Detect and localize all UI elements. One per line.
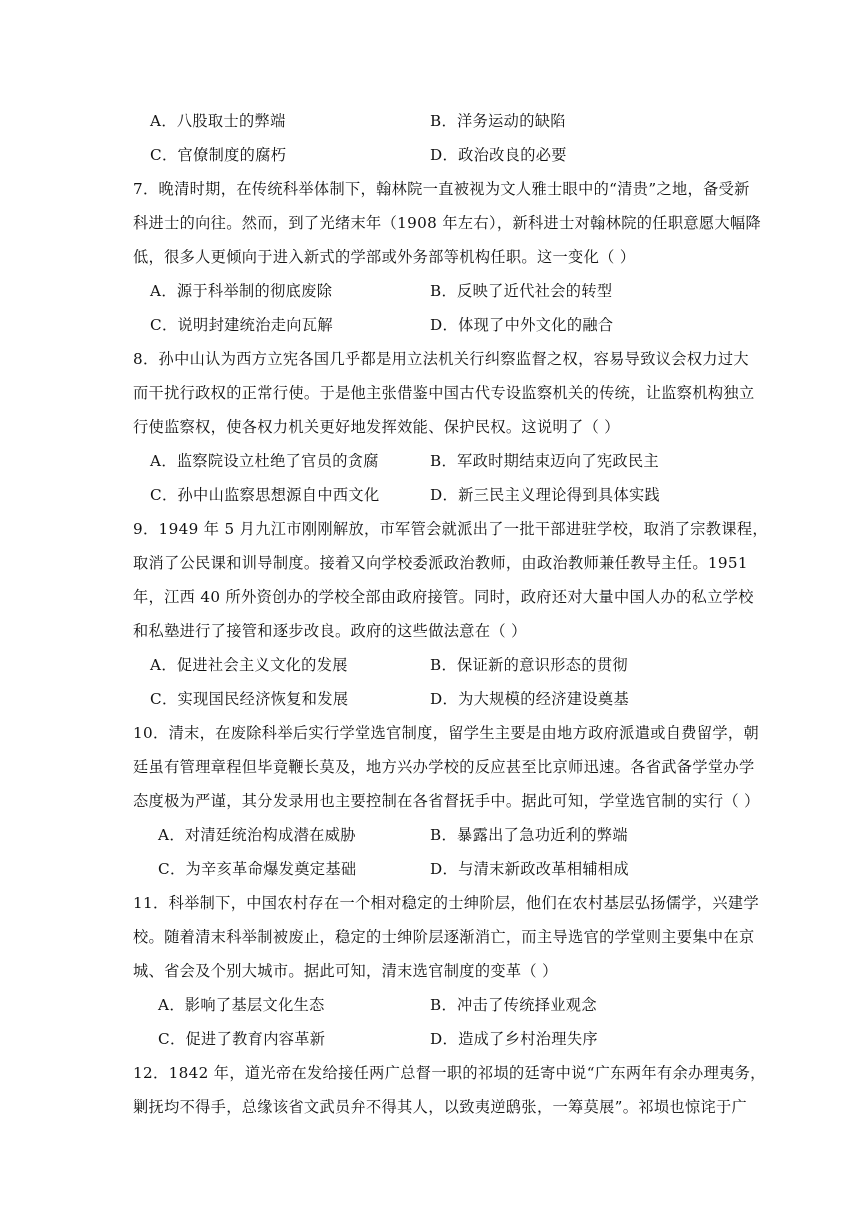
q8-stem-line-3: 行使监察权，使各权力机关更好地发挥效能、保护民权。这说明了（ ）: [133, 418, 620, 436]
q11-stem-line-2: 校。随着清末科举制被废止，稳定的士绅阶层逐渐消亡，而主导选官的学堂则主要集中在京: [133, 928, 755, 946]
q7-stem-line-3: 低，很多人更倾向于进入新式的学部或外务部等机构任职。这一变化（ ）: [133, 248, 636, 266]
q8-stem-line-1: 8．孙中山认为西方立宪各国几乎都是用立法机关行纠察监督之权，容易导致议会权力过大: [133, 350, 749, 368]
q6-option-c: C．官僚制度的腐朽: [150, 146, 287, 164]
q7-option-b: B．反映了近代社会的转型: [430, 282, 613, 300]
q10-option-b: B．暴露出了急功近利的弊端: [430, 826, 628, 844]
q6-option-d: D．政治改良的必要: [430, 146, 567, 164]
q8-option-a: A．监察院设立杜绝了官员的贪腐: [150, 452, 379, 470]
q8-option-b: B．军政时期结束迈向了宪政民主: [430, 452, 660, 470]
q11-option-a: A．影响了基层文化生态: [158, 996, 325, 1014]
q11-option-d: D．造成了乡村治理失序: [430, 1030, 598, 1048]
q9-option-d: D．为大规模的经济建设奠基: [430, 690, 629, 708]
q9-stem-line-3: 年，江西 40 所外资创办的学校全部由政府接管。同时，政府还对大量中国人办的私立学校: [133, 588, 754, 606]
q11-option-c: C．促进了教育内容革新: [158, 1030, 326, 1048]
q10-stem-line-1: 10．清末，在废除科举后实行学堂选官制度，留学生主要是由地方政府派遣或自费留学，朝: [133, 724, 759, 742]
q10-option-a: A．对清廷统治构成潜在威胁: [158, 826, 356, 844]
q9-option-b: B．保证新的意识形态的贯彻: [430, 656, 628, 674]
q7-option-c: C．说明封建统治走向瓦解: [150, 316, 333, 334]
q12-stem-line-1: 12．1842 年，道光帝在发给接任两广总督一职的祁埙的廷寄中说“广东两年有余办理夷务，: [133, 1064, 766, 1082]
q6-option-a: A．八股取士的弊端: [150, 112, 286, 130]
q9-stem-line-1: 9．1949 年 5 月九江市刚刚解放，市军管会就派出了一批干部进驻学校，取消了宗教课程，: [133, 520, 768, 538]
q9-option-a: A．促进社会主义文化的发展: [150, 656, 348, 674]
q7-stem-line-2: 科进士的向往。然而，到了光绪末年（1908 年左右），新科进士对翰林院的任职意愿大幅降: [133, 214, 762, 232]
q8-stem-line-2: 而干扰行政权的正常行使。于是他主张借鉴中国古代专设监察机关的传统，让监察机构独立: [133, 384, 755, 402]
q7-option-a: A．源于科举制的彻底废除: [150, 282, 333, 300]
q8-option-d: D．新三民主义理论得到具体实践: [430, 486, 661, 504]
q11-option-b: B．冲击了传统择业观念: [430, 996, 597, 1014]
q12-stem-line-2: 剿抚均不得手，总缘该省文武员弁不得其人，以致夷逆鸱张，一筹莫展”。祁埙也惊诧于广: [133, 1098, 748, 1116]
q7-stem-line-1: 7．晚清时期，在传统科举体制下，翰林院一直被视为文人雅士眼中的“清贵”之地，备受新: [133, 180, 750, 198]
q9-option-c: C．实现国民经济恢复和发展: [150, 690, 349, 708]
q11-stem-line-3: 城、省会及个别大城市。据此可知，清末选官制度的变革（ ）: [133, 962, 558, 980]
q9-stem-line-2: 取消了公民课和训导制度。接着又向学校委派政治教师，由政治教师兼任教导主任。1951: [133, 554, 748, 572]
q8-option-c: C．孙中山监察思想源自中西文化: [150, 486, 380, 504]
q6-option-b: B．洋务运动的缺陷: [430, 112, 566, 130]
q7-option-d: D．体现了中外文化的融合: [430, 316, 614, 334]
q11-stem-line-1: 11．科举制下，中国农村存在一个相对稳定的士绅阶层，他们在农村基层弘扬儒学，兴建学: [133, 894, 759, 912]
q10-option-c: C．为辛亥革命爆发奠定基础: [158, 860, 357, 878]
q10-stem-line-3: 态度极为严谨，其分发录用也主要控制在各省督抚手中。据此可知，学堂选官制的实行（ ）: [133, 792, 760, 810]
q10-stem-line-2: 廷虽有管理章程但毕竟鞭长莫及，地方兴办学校的反应甚至比京师迅速。各省武备学堂办学: [133, 758, 755, 776]
q10-option-d: D．与清末新政改革相辅相成: [430, 860, 629, 878]
q9-stem-line-4: 和私塾进行了接管和逐步改良。政府的这些做法意在（ ）: [133, 622, 527, 640]
